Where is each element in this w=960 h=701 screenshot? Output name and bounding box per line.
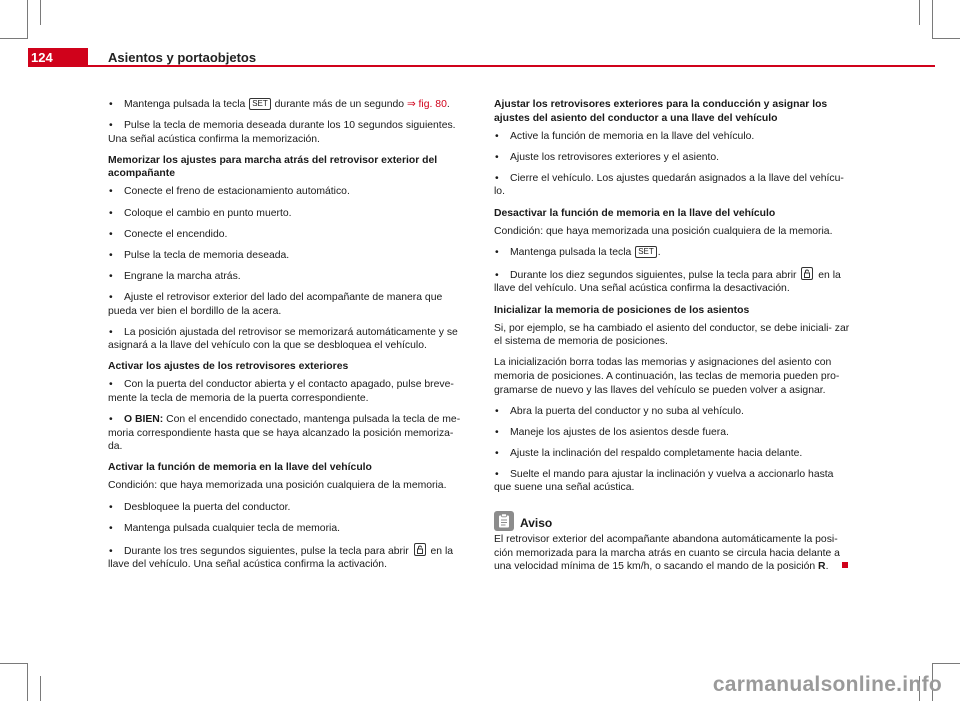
crop-mark [932,663,960,664]
crop-mark [27,663,28,701]
list-item: • Conecte el encendido. [109,228,228,240]
note-heading: Aviso [494,511,850,531]
crop-mark [40,676,41,701]
unlock-key-icon [414,543,426,556]
set-key-icon: SET [635,246,657,258]
paragraph: Si, por ejemplo, se ha cambiado el asiento del conductor, se debe iniciali- zar el sistema de memoria de posiciones. [494,322,850,348]
list-item: • Ajuste la inclinación del respaldo completamente hacia delante. [495,447,803,459]
right-column [494,98,850,581]
list-item: • Ajuste los retrovisores exteriores y el asiento. [495,151,720,163]
paragraph: Condición: que haya memorizada una posición cualquiera de la memoria. [108,480,447,492]
note-text: El retrovisor exterior del acompañante abandona automáticamente la posi- ción memorizada para la marcha atrás en cuanto se circula hacia delante a una velocidad mínima de 15 km/h, o sacando el mando de la posición R. [494,533,850,574]
section-heading: Activar los ajustes de los retrovisores exteriores [108,361,349,373]
list-item: • Abra la puerta del conductor y no suba al vehículo. [495,405,744,417]
crop-mark [932,0,933,38]
list-item: • Pulse la tecla de memoria deseada. [109,249,290,261]
unlock-key-icon [801,267,813,280]
section-heading: Activar la función de memoria en la llave del vehículo [108,462,372,474]
list-item: • Pulse la tecla de memoria deseada durante los 10 segundos siguientes. Una señal acústica confirma la memorización. [108,120,456,145]
list-item: • O BIEN: Con el encendido conectado, mantenga pulsada la tecla de me- moria correspondiente hasta que se haya alcanzado la posición memoriza- da. [108,414,461,453]
list-item: • Mantenga pulsada cualquier tecla de memoria. [109,522,341,534]
list-item: • Durante los tres segundos siguientes, pulse la tecla para abrir en la llave del vehículo. Una señal acústica confirma la activación. [108,543,464,572]
section-heading: Desactivar la función de memoria en la llave del vehículo [494,207,776,219]
crop-mark [0,38,28,39]
section-end-marker [842,562,848,568]
crop-mark [932,38,960,39]
crop-mark [40,0,41,25]
note-icon [494,511,514,531]
paragraph: La inicialización borra todas las memorias y asignaciones del asiento con memoria de posiciones. A continuación, las teclas de memoria pueden pro- gramarse de nuevo y las llaves del vehículo se pueden volver a asignar. [494,357,840,396]
list-item: • Active la función de memoria en la llave del vehículo. [495,130,755,142]
list-item: • Suelte el mando para ajustar la inclinación y vuelva a accionarlo hasta que suene una señal acústica. [494,468,834,494]
set-key-icon: SET [249,98,271,110]
crop-mark [0,663,28,664]
crop-mark [27,0,28,38]
section-heading: Memorizar los ajustes para marcha atrás del retrovisor exterior del acompañante [108,154,438,180]
list-item: • La posición ajustada del retrovisor se memorizará automáticamente y se asignará a la llave del vehículo con la que se desbloquea el vehículo. [108,326,458,352]
section-heading: Ajustar los retrovisores exteriores para la conducción y asignar los ajustes del asiento del conductor a una llave del vehículo [494,99,828,124]
list-item: • Mantenga pulsada la tecla SET . [495,246,661,258]
list-item: • Desbloquee la puerta del conductor. [109,501,291,513]
list-item: • Con la puerta del conductor abierta y el contacto apagado, pulse breve- mente la tecla de memoria de la puerta correspondiente. [108,379,454,404]
left-column [108,98,464,579]
paragraph: Condición: que haya memorizada una posición cualquiera de la memoria. [494,225,833,237]
list-item: • Ajuste el retrovisor exterior del lado del acompañante de manera que pueda ver bien el bordillo de la acera. [108,291,443,317]
crop-mark [919,0,920,25]
list-item: • Maneje los ajustes de los asientos desde fuera. [495,426,729,438]
list-item: • Mantenga pulsada la tecla SET durante más de un segundo ⇒ fig. 80. [109,99,450,110]
figure-link[interactable]: ⇒ fig. 80 [406,99,447,110]
list-item: • Coloque el cambio en punto muerto. [109,207,292,219]
list-item: • Cierre el vehículo. Los ajustes quedarán asignados a la llave del vehícu- lo. [494,172,844,198]
chapter-title: Asientos y portaobjetos [108,50,257,65]
list-item: • Conecte el freno de estacionamiento automático. [109,186,350,198]
bullet-list [108,185,464,352]
header-rule [28,65,935,67]
page-number: 124 [31,50,53,65]
section-heading: Inicializar la memoria de posiciones de los asientos [494,304,750,316]
list-item: • Durante los diez segundos siguientes, pulse la tecla para abrir en la llave del vehículo. Una señal acústica confirma la desactivación. [494,267,850,296]
list-item: • Engrane la marcha atrás. [109,270,241,282]
watermark: carmanualsonline.info [712,673,942,696]
